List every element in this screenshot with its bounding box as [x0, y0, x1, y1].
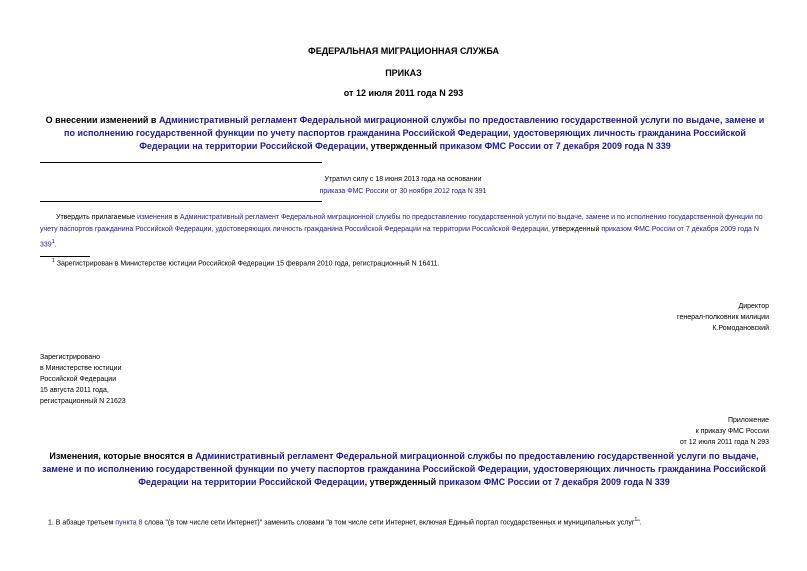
p1-text-a: Утвердить прилагаемые: [56, 214, 138, 221]
changes-link[interactable]: изменения: [137, 214, 173, 221]
appendix-block: [680, 415, 769, 448]
regulation-link[interactable]: Административный регламент Федеральной миграционной службы по предоставлению государственной услуги по выдаче, замене и по исполнению государственной функции по учету паспортов гражданина Российской Федерации, удостоверяющих личность гражданина Российской Федерации на территории Российской Федерации: [64, 115, 765, 151]
change-item-1: [48, 517, 642, 526]
registration-line-1: Зарегистрировано: [40, 354, 100, 361]
title-prefix: О внесении изменений в: [45, 115, 159, 125]
footnote-ref[interactable]: 1: [51, 239, 55, 245]
changes-order-339-link[interactable]: приказом ФМС России от 7 декабря 2009 года N 339: [438, 477, 670, 487]
registration-line-5: регистрационный N 21623: [40, 398, 126, 405]
registration-block: [40, 352, 126, 407]
footnote-mark: 1: [52, 258, 55, 264]
title-middle: , утвержденный: [365, 141, 440, 151]
appendix-line-3: от 12 июля 2011 года N 293: [679, 439, 769, 446]
registration-line-3: Российской Федерации: [40, 376, 117, 383]
regulation-link-body[interactable]: Административный регламент Федеральной миграционной службы по предоставлению государственной услуги по выдаче, замене и по исполнению государственной функции по учету паспортов гражданина Российской Федерации, удостоверяющих личность гражданина Российской Федерации на территории Российской Федерации: [40, 214, 763, 233]
signer-name: К.Ромодановский: [712, 325, 769, 332]
p1-text-b: в: [172, 214, 180, 221]
order-title: [40, 114, 770, 153]
order-339-link-body[interactable]: приказом ФМС России от 7 декабря 2009 года N 339: [40, 226, 759, 249]
changes-regulation-link[interactable]: Административный регламент Федеральной миграционной службы по предоставлению государственной услуги по выдаче, замене и по исполнению государственной функции по учету паспортов гражданина Российской Федерации, удостоверяющих личность гражданина Российской Федерации на территории Российской Федерации: [42, 451, 766, 487]
separator-bottom: [40, 201, 322, 202]
changes-title: [36, 450, 772, 489]
registration-line-4: 15 августа 2011 года,: [40, 387, 109, 394]
footnote-text: Зарегистрирован в Министерстве юстиции Российской Федерации 15 февраля 2010 года, регистрационный N 16411.: [54, 260, 440, 268]
appendix-line-1: Приложение: [727, 417, 769, 424]
changes-middle: , утвержденный: [364, 477, 439, 487]
separator-top: [40, 162, 322, 163]
signer-rank: генерал-полковник милиции: [677, 314, 769, 321]
repeal-notice: [40, 174, 766, 198]
item1-text-a: 1. В абзаце третьем: [48, 519, 116, 527]
appendix-line-2: к приказу ФМС России: [695, 428, 769, 435]
order-date: от 12 июля 2011 года N 293: [343, 88, 464, 98]
document-type: ПРИКАЗ: [385, 68, 422, 78]
footnote: [52, 258, 440, 267]
item1-text-b: слова "(в том числе сети Интернет)" заменить словами "в том числе сети Интернет, включая Единый портал государственных и муниципальных услуг: [142, 519, 635, 527]
order-339-link[interactable]: приказом ФМС России от 7 декабря 2009 года N 339: [439, 141, 671, 151]
signature-block: [677, 301, 769, 334]
item1-footnote-ref[interactable]: 1: [634, 517, 638, 523]
registration-line-2: в Министерстве юстиции: [40, 365, 122, 372]
p1-text-c: , утвержденный: [548, 226, 602, 233]
repeal-text: Утратил силу с 18 июня 2013 года на основании: [324, 176, 482, 183]
footnote-separator: [40, 256, 90, 257]
item1-text-c: ".: [637, 519, 642, 527]
p1-end: .: [54, 241, 57, 249]
signer-position: Директор: [738, 303, 769, 310]
order-paragraph: [40, 212, 770, 251]
agency-name: ФЕДЕРАЛЬНАЯ МИГРАЦИОННАЯ СЛУЖБА: [308, 46, 499, 56]
changes-prefix: Изменения, которые вносятся в: [49, 451, 196, 461]
clause-8-link[interactable]: пункта 8: [115, 519, 143, 527]
repeal-order-link[interactable]: приказа ФМС России от 30 ноября 2012 года N 391: [319, 188, 487, 195]
